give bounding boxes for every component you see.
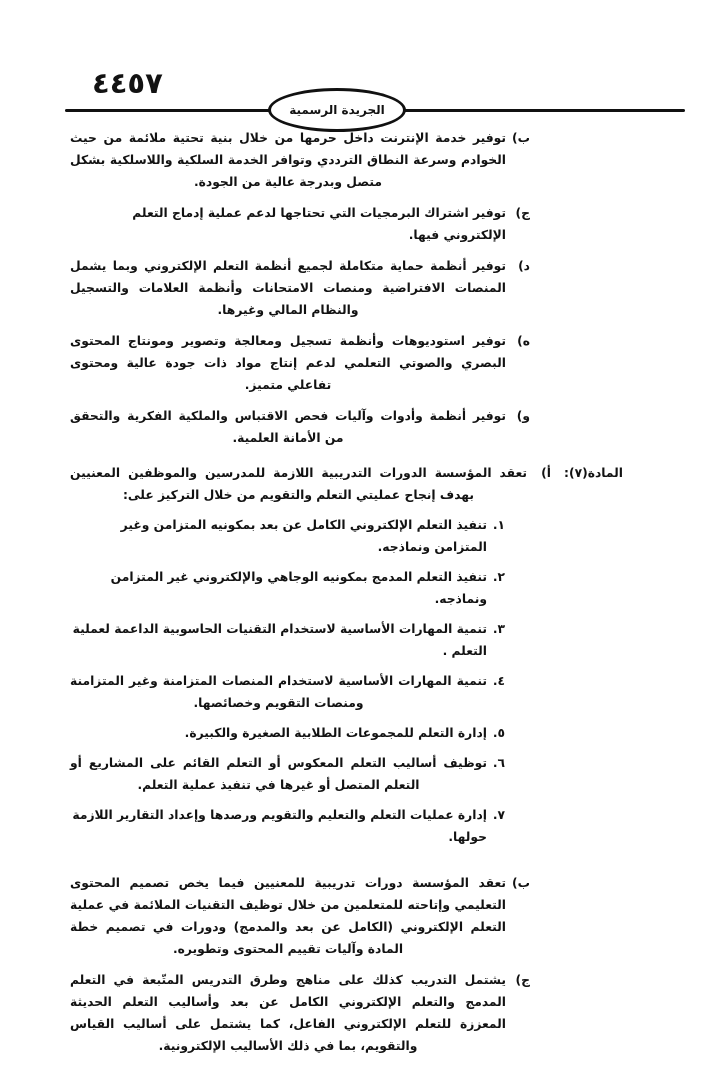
article-7-item-j [70, 969, 530, 1057]
list-marker: ج) [515, 206, 530, 220]
list-marker: ٧. [492, 808, 505, 822]
list-item-text: تعقد المؤسسة دورات تدريبية للمعنيين فيما يخص تصميم المحتوى التعليمي وإتاحته للمتعلمين من خلال توظيف التقنيات الملائمة في عملية التعلم الإلكتروني (الكامل عن بعد والمدمج) ودورات في تصميم خطة المادة وآليات تقييم المحتوى وتطويره. [70, 876, 506, 956]
gazette-badge-title: الجريدة الرسمية [289, 103, 385, 117]
numbered-item-1 [70, 514, 505, 558]
list-marker: ٦. [492, 756, 505, 770]
list-marker: د) [518, 259, 530, 273]
list-item-text: تنمية المهارات الأساسية لاستخدام المنصات المتزامنة وغير المتزامنة ومنصات التقويم وخصائصها. [70, 674, 487, 710]
list-item-j [70, 202, 530, 246]
list-item-text: توفير أنظمة حماية متكاملة لجميع أنظمة التعلم الإلكتروني وبما يشمل المنصات الافتراضية ومنصات الامتحانات وأنظمة العلامات والتسجيل والنظام المالي وغيرها. [70, 259, 506, 317]
list-item-text: تنفيذ التعلم المدمج بمكونيه الوجاهي والإلكتروني غير المتزامن ونماذجه. [110, 570, 487, 606]
list-item-text: إدارة التعلم للمجموعات الطلابية الصغيرة والكبيرة. [184, 726, 487, 740]
numbered-item-7 [70, 804, 505, 848]
list-item-text: تعقد المؤسسة الدورات التدريبية اللازمة للمدرسين والموظفين المعنيين بهدف إنجاح عمليتي التعلم والتقويم من خلال التركيز على: [70, 466, 527, 502]
list-marker: ١. [492, 518, 505, 532]
article-7-item-b [70, 872, 530, 960]
page-content [0, 127, 720, 1066]
list-marker: ٥. [492, 726, 505, 740]
list-marker: ٢. [492, 570, 505, 584]
numbered-item-3 [70, 618, 505, 662]
list-item-h [70, 330, 530, 396]
list-marker: أ) [541, 466, 551, 480]
list-marker: ه) [517, 334, 530, 348]
list-marker: ج) [515, 973, 530, 987]
list-item-text: إدارة عمليات التعلم والتعليم والتقويم ورصدها وإعداد التقارير اللازمة حولها. [72, 808, 487, 844]
article-7-item-a [70, 462, 551, 506]
list-item-d [70, 255, 530, 321]
page-number: ٤٤٥٧ [92, 66, 163, 100]
numbered-item-5 [70, 722, 505, 744]
list-marker: و) [516, 409, 530, 423]
numbered-item-6 [70, 752, 505, 796]
list-marker: ب) [512, 131, 530, 145]
list-item-w [70, 405, 530, 449]
list-item-text: توفير اشتراك البرمجيات التي تحتاجها لدعم عملية إدماج التعلم الإلكتروني فيها. [132, 206, 506, 242]
numbered-item-4 [70, 670, 505, 714]
list-item-text: يشتمل التدريب كذلك على مناهج وطرق التدريس المتّبعة في التعلم المدمج والتعلم الإلكتروني الكامل عن بعد وأساليب التعلم الحديثة المعززة للتعلم الإلكتروني الفاعل، كما يشتمل على أساليب القياس والتقويم، بما في ذلك الأساليب الإلكترونية. [70, 973, 506, 1053]
list-item-text: توظيف أساليب التعلم المعكوس أو التعلم القائم على المشاريع أو التعلم المتصل أو غيرها في تنفيذ عملية التعلم. [70, 756, 487, 792]
numbered-item-2 [70, 566, 505, 610]
list-marker: ٤. [492, 674, 505, 688]
list-item-text: توفير استوديوهات وأنظمة تسجيل ومعالجة وتصوير ومونتاج المحتوى البصري والصوتي التعلمي لدعم إنتاج مواد ذات جودة عالية ومحتوى تفاعلي متميز. [70, 334, 506, 392]
article-7-row [70, 462, 623, 506]
list-item-text: تنفيذ التعلم الإلكتروني الكامل عن بعد بمكونيه المتزامن وغير المتزامن ونماذجه. [120, 518, 487, 554]
gazette-badge [268, 88, 406, 132]
list-item-text: توفير خدمة الإنترنت داخل حرمها من خلال بنية تحتية ملائمة من حيث الخوادم وسرعة النطاق الترددي وتوافر الخدمة السلكية واللاسلكية بشكل متصل وبدرجة عالية من الجودة. [70, 131, 506, 189]
numbered-list [70, 514, 720, 848]
list-marker: ٣. [492, 622, 505, 636]
article-7-label: المادة(٧): [564, 466, 623, 480]
list-item-text: تنمية المهارات الأساسية لاستخدام التقنيات الحاسوبية الداعمة لعملية التعلم . [72, 622, 487, 658]
list-item-b [70, 127, 530, 193]
list-marker: ب) [512, 876, 530, 890]
list-item-text: توفير أنظمة وأدوات وآليات فحص الاقتباس والملكية الفكرية والتحقق من الأمانة العلمية. [70, 409, 506, 445]
